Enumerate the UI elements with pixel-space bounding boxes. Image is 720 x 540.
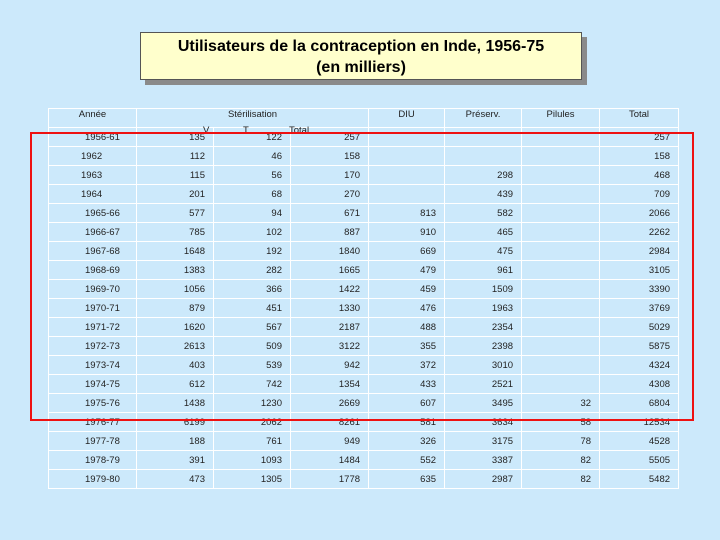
cell-t: 742 <box>214 375 291 394</box>
cell-t: 366 <box>214 280 291 299</box>
cell-diu <box>369 166 445 185</box>
cell-diu: 813 <box>369 204 445 223</box>
cell-v: 112 <box>137 147 214 166</box>
cell-ster-total: 257 <box>291 128 369 147</box>
cell-ster-total: 887 <box>291 223 369 242</box>
cell-ster-total: 1354 <box>291 375 369 394</box>
header-sub-total: Total <box>289 125 310 136</box>
cell-diu <box>369 147 445 166</box>
cell-total: 158 <box>600 147 679 166</box>
cell-t: 68 <box>214 185 291 204</box>
cell-preserv: 439 <box>445 185 522 204</box>
cell-annee: 1956-61 <box>49 128 137 147</box>
cell-total: 6804 <box>600 394 679 413</box>
cell-total: 5482 <box>600 470 679 489</box>
cell-t: 122 <box>214 128 291 147</box>
cell-total: 5029 <box>600 318 679 337</box>
cell-v: 2613 <box>137 337 214 356</box>
header-diu: DIU <box>369 109 445 128</box>
cell-pilules: 78 <box>522 432 600 451</box>
cell-total: 4324 <box>600 356 679 375</box>
cell-v: 879 <box>137 299 214 318</box>
cell-preserv: 2521 <box>445 375 522 394</box>
cell-t: 451 <box>214 299 291 318</box>
cell-preserv: 1963 <box>445 299 522 318</box>
header-sub-t: T <box>243 125 249 136</box>
cell-total: 5505 <box>600 451 679 470</box>
cell-pilules <box>522 318 600 337</box>
cell-preserv: 3495 <box>445 394 522 413</box>
cell-v: 612 <box>137 375 214 394</box>
cell-ster-total: 2187 <box>291 318 369 337</box>
cell-annee: 1971-72 <box>49 318 137 337</box>
header-annee: Année <box>49 109 137 128</box>
cell-annee: 1962 <box>49 147 137 166</box>
cell-annee: 1972-73 <box>49 337 137 356</box>
cell-t: 1230 <box>214 394 291 413</box>
cell-total: 468 <box>600 166 679 185</box>
cell-total: 2066 <box>600 204 679 223</box>
cell-total: 3105 <box>600 261 679 280</box>
cell-diu: 488 <box>369 318 445 337</box>
cell-pilules <box>522 356 600 375</box>
table-row <box>49 375 679 394</box>
cell-t: 94 <box>214 204 291 223</box>
table-row <box>49 413 679 432</box>
table-row <box>49 204 679 223</box>
cell-total: 5875 <box>600 337 679 356</box>
cell-annee: 1975-76 <box>49 394 137 413</box>
cell-diu: 433 <box>369 375 445 394</box>
cell-t: 761 <box>214 432 291 451</box>
cell-preserv: 3387 <box>445 451 522 470</box>
cell-pilules <box>522 299 600 318</box>
header-row <box>49 109 679 128</box>
cell-annee: 1967-68 <box>49 242 137 261</box>
cell-pilules <box>522 242 600 261</box>
cell-annee: 1965-66 <box>49 204 137 223</box>
cell-preserv: 475 <box>445 242 522 261</box>
cell-total: 2262 <box>600 223 679 242</box>
cell-preserv: 3634 <box>445 413 522 432</box>
cell-ster-total: 1778 <box>291 470 369 489</box>
cell-preserv <box>445 128 522 147</box>
cell-preserv: 3175 <box>445 432 522 451</box>
cell-ster-total: 3122 <box>291 337 369 356</box>
cell-annee: 1970-71 <box>49 299 137 318</box>
cell-t: 56 <box>214 166 291 185</box>
cell-ster-total: 1422 <box>291 280 369 299</box>
cell-diu: 479 <box>369 261 445 280</box>
table-row <box>49 128 679 147</box>
cell-pilules <box>522 128 600 147</box>
cell-annee: 1976-77 <box>49 413 137 432</box>
table-row <box>49 147 679 166</box>
cell-diu: 669 <box>369 242 445 261</box>
cell-total: 4528 <box>600 432 679 451</box>
cell-annee: 1964 <box>49 185 137 204</box>
cell-pilules <box>522 204 600 223</box>
cell-pilules <box>522 147 600 166</box>
header-sterilisation <box>137 109 369 136</box>
cell-t: 1093 <box>214 451 291 470</box>
cell-total: 709 <box>600 185 679 204</box>
cell-ster-total: 158 <box>291 147 369 166</box>
title-line-1: Utilisateurs de la contraception en Inde, 1956-75 <box>177 38 545 55</box>
cell-preserv: 465 <box>445 223 522 242</box>
cell-diu: 459 <box>369 280 445 299</box>
cell-diu: 372 <box>369 356 445 375</box>
cell-ster-total: 170 <box>291 166 369 185</box>
cell-preserv: 298 <box>445 166 522 185</box>
cell-ster-total: 949 <box>291 432 369 451</box>
cell-t: 1305 <box>214 470 291 489</box>
cell-preserv: 961 <box>445 261 522 280</box>
table-row <box>49 185 679 204</box>
table-row <box>49 299 679 318</box>
cell-diu: 552 <box>369 451 445 470</box>
cell-v: 785 <box>137 223 214 242</box>
table-row <box>49 337 679 356</box>
cell-ster-total: 1330 <box>291 299 369 318</box>
title-line-2: (en milliers) <box>316 59 406 76</box>
table-row <box>49 470 679 489</box>
cell-total: 12534 <box>600 413 679 432</box>
table-row <box>49 280 679 299</box>
table-body <box>49 128 679 489</box>
header-total: Total <box>600 109 679 128</box>
cell-annee: 1969-70 <box>49 280 137 299</box>
cell-preserv <box>445 147 522 166</box>
cell-diu: 581 <box>369 413 445 432</box>
cell-ster-total: 8261 <box>291 413 369 432</box>
cell-v: 1648 <box>137 242 214 261</box>
cell-preserv: 3010 <box>445 356 522 375</box>
table-row <box>49 261 679 280</box>
cell-pilules <box>522 280 600 299</box>
cell-ster-total: 942 <box>291 356 369 375</box>
cell-annee: 1968-69 <box>49 261 137 280</box>
cell-v: 403 <box>137 356 214 375</box>
cell-v: 1438 <box>137 394 214 413</box>
cell-pilules <box>522 261 600 280</box>
cell-t: 192 <box>214 242 291 261</box>
contraception-table <box>48 108 679 489</box>
cell-total: 4308 <box>600 375 679 394</box>
cell-diu: 635 <box>369 470 445 489</box>
cell-pilules <box>522 223 600 242</box>
cell-diu: 355 <box>369 337 445 356</box>
cell-v: 188 <box>137 432 214 451</box>
cell-ster-total: 270 <box>291 185 369 204</box>
cell-preserv: 1509 <box>445 280 522 299</box>
cell-pilules: 58 <box>522 413 600 432</box>
cell-diu: 910 <box>369 223 445 242</box>
cell-t: 282 <box>214 261 291 280</box>
cell-annee: 1963 <box>49 166 137 185</box>
cell-pilules <box>522 185 600 204</box>
table-row <box>49 223 679 242</box>
cell-preserv: 582 <box>445 204 522 223</box>
cell-v: 391 <box>137 451 214 470</box>
table-row <box>49 356 679 375</box>
header-preserv: Préserv. <box>445 109 522 128</box>
table-row <box>49 394 679 413</box>
cell-ster-total: 2669 <box>291 394 369 413</box>
header-sub-v: V <box>203 125 210 136</box>
cell-v: 201 <box>137 185 214 204</box>
cell-pilules <box>522 337 600 356</box>
cell-pilules <box>522 166 600 185</box>
header-sterilisation-label: Stérilisation <box>227 109 278 120</box>
cell-annee: 1974-75 <box>49 375 137 394</box>
table-row <box>49 166 679 185</box>
cell-ster-total: 1665 <box>291 261 369 280</box>
cell-total: 2984 <box>600 242 679 261</box>
cell-t: 509 <box>214 337 291 356</box>
cell-preserv: 2354 <box>445 318 522 337</box>
cell-annee: 1966-67 <box>49 223 137 242</box>
cell-v: 577 <box>137 204 214 223</box>
cell-total: 257 <box>600 128 679 147</box>
table-row <box>49 432 679 451</box>
cell-t: 567 <box>214 318 291 337</box>
cell-annee: 1978-79 <box>49 451 137 470</box>
cell-preserv: 2398 <box>445 337 522 356</box>
cell-annee: 1979-80 <box>49 470 137 489</box>
header-pilules: Pilules <box>522 109 600 128</box>
cell-t: 102 <box>214 223 291 242</box>
cell-ster-total: 1840 <box>291 242 369 261</box>
cell-t: 539 <box>214 356 291 375</box>
cell-diu: 476 <box>369 299 445 318</box>
cell-v: 1383 <box>137 261 214 280</box>
table-row <box>49 242 679 261</box>
table-row <box>49 451 679 470</box>
cell-t: 46 <box>214 147 291 166</box>
cell-total: 3769 <box>600 299 679 318</box>
cell-v: 1056 <box>137 280 214 299</box>
title-box <box>140 32 582 80</box>
cell-annee: 1977-78 <box>49 432 137 451</box>
cell-diu: 607 <box>369 394 445 413</box>
table-row <box>49 318 679 337</box>
cell-diu <box>369 128 445 147</box>
cell-v: 115 <box>137 166 214 185</box>
cell-diu: 326 <box>369 432 445 451</box>
cell-v: 473 <box>137 470 214 489</box>
cell-preserv: 2987 <box>445 470 522 489</box>
cell-pilules: 82 <box>522 470 600 489</box>
cell-pilules: 32 <box>522 394 600 413</box>
cell-diu <box>369 185 445 204</box>
cell-ster-total: 1484 <box>291 451 369 470</box>
cell-t: 2062 <box>214 413 291 432</box>
cell-ster-total: 671 <box>291 204 369 223</box>
cell-pilules: 82 <box>522 451 600 470</box>
cell-total: 3390 <box>600 280 679 299</box>
cell-pilules <box>522 375 600 394</box>
cell-v: 6199 <box>137 413 214 432</box>
cell-v: 135 <box>137 128 214 147</box>
cell-v: 1620 <box>137 318 214 337</box>
cell-annee: 1973-74 <box>49 356 137 375</box>
